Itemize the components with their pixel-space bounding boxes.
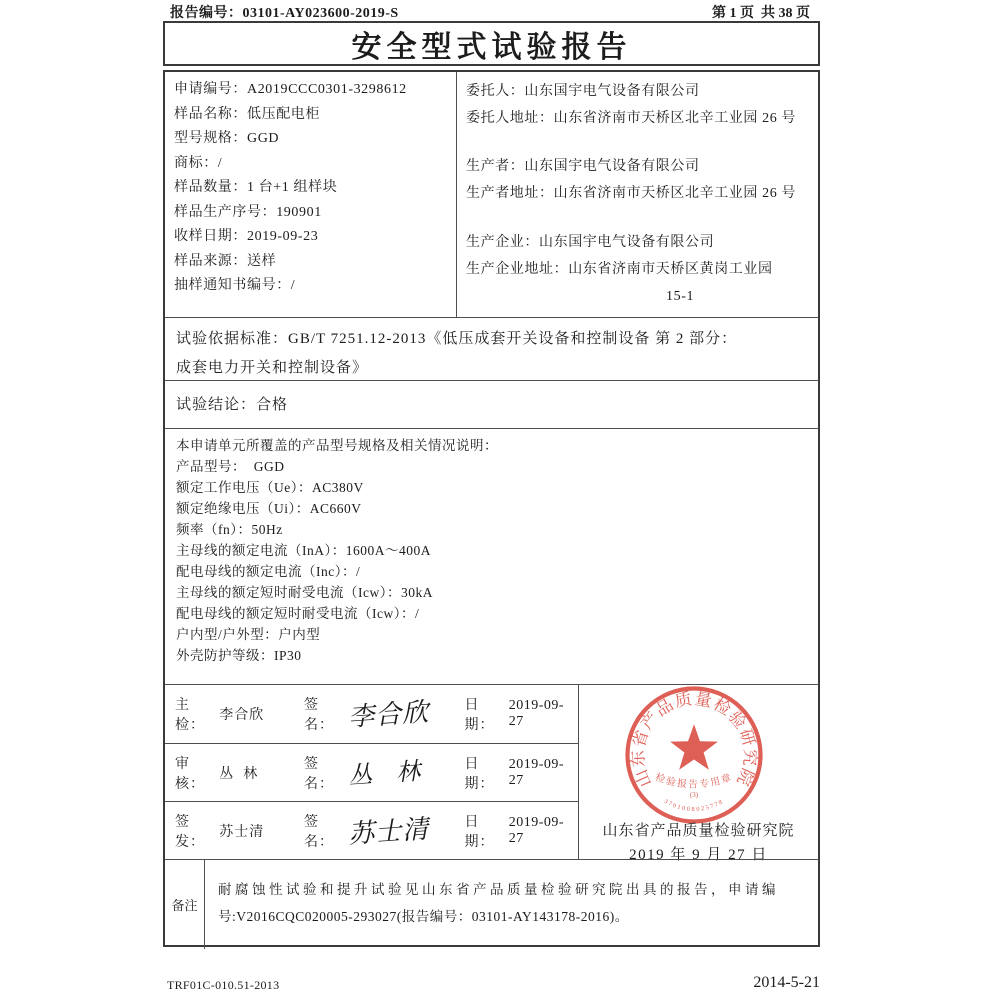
sign-label: 签名： <box>304 756 335 792</box>
chief-inspector-name: 李合欣 <box>219 708 265 723</box>
producer-group <box>466 153 812 207</box>
conclusion-row <box>165 380 818 428</box>
seal-inner-text: 检验报告专用章 <box>653 771 735 791</box>
sample-info-cell <box>165 72 457 317</box>
remark-row <box>165 859 818 949</box>
seal-code: (3) <box>689 791 699 799</box>
field-sample-qty: 样品数量：1 台+1 组样块 <box>174 180 338 195</box>
coverage-intro: 本申请单元所覆盖的产品型号规格及相关情况说明： <box>176 438 498 453</box>
date-label: 日期： <box>464 815 495 850</box>
date-label: 日期： <box>464 756 495 792</box>
field-receive-date: 收样日期：2019-09-23 <box>174 229 319 244</box>
official-seal-icon <box>624 685 764 825</box>
reviewer-date: 2019-09-27 <box>508 756 565 788</box>
chief-inspector-date: 2019-09-27 <box>508 698 565 729</box>
reviewer-signature: 丛 林 <box>347 758 431 791</box>
signature-row <box>165 684 818 863</box>
standard-line-2: 成套电力开关和控制设备》 <box>176 360 369 376</box>
remark-label: 备注 <box>165 860 205 949</box>
issuer-label: 签发： <box>175 815 205 850</box>
field-trademark: 商标：/ <box>174 155 223 171</box>
manufacturer-group <box>466 229 812 310</box>
report-table <box>163 70 820 947</box>
coverage-product-model: 产品型号： GGD <box>176 459 285 474</box>
coverage-rated-voltage: 额定工作电压（Ue）：AC380V <box>176 480 364 495</box>
client-info-cell <box>457 72 818 317</box>
stamp-cell <box>579 685 818 863</box>
field-serial-no: 样品生产序号：190901 <box>174 204 322 220</box>
field-model-spec: 型号规格：GGD <box>174 131 280 146</box>
field-client: 委托人：山东国宇电气设备有限公司 <box>466 84 700 99</box>
coverage-dist-busbar-icw: 配电母线的额定短时耐受电流（Icw）：/ <box>176 606 420 621</box>
sign-label: 签名： <box>304 698 335 733</box>
field-producer: 生产者：山东国宇电气设备有限公司 <box>466 159 700 174</box>
issuing-organization: 山东省产品质量检验研究院 <box>602 823 795 839</box>
coverage-row <box>165 428 818 684</box>
issuer-row <box>165 801 578 860</box>
coverage-busbar-icw: 主母线的额定短时耐受电流（Icw）：30kA <box>176 585 433 600</box>
coverage-ip-rating: 外壳防护等级：IP30 <box>176 648 302 663</box>
page-indicator: 第 1 页 共 38 页 <box>712 6 810 21</box>
seal-ring-text: 山东省产品质量检验研究院 <box>628 689 760 790</box>
client-group <box>466 78 812 132</box>
issuer-signature: 苏士清 <box>347 813 431 849</box>
report-number: 报告编号：03101-AY023600-2019-S <box>170 6 399 21</box>
issuer-name: 苏士清 <box>219 825 265 840</box>
seal-star <box>670 724 718 770</box>
info-row <box>165 72 818 317</box>
field-sample-source: 样品来源：送样 <box>174 253 277 269</box>
remark-line-1: 耐腐蚀性试验和提升试验见山东省产品质量检验研究院出具的报告，申请编 <box>218 882 779 897</box>
reviewer-label: 审核： <box>175 756 205 792</box>
field-sample-name: 样品名称：低压配电柜 <box>174 106 320 122</box>
field-manufacturer-address: 生产企业地址：山东省济南市天桥区黄岗工业园 <box>466 262 773 277</box>
field-sampling-notice: 抽样通知书编号：/ <box>174 278 296 293</box>
form-date: 2014-5-21 <box>753 974 820 991</box>
issuing-date: 2019 年 9 月 27 日 <box>629 847 768 863</box>
svg-text:检验报告专用章 <box>654 770 735 790</box>
date-label: 日期： <box>464 698 495 733</box>
page-title: 安全型式试验报告 <box>351 30 632 64</box>
coverage-busbar-current: 主母线的额定电流（InA）：1600A～400A <box>176 543 431 558</box>
issuer-date: 2019-09-27 <box>508 815 565 846</box>
coverage-frequency: 频率（fn）：50Hz <box>176 522 283 537</box>
remark-line-2: 号:V2016CQC020005-293027(报告编号：03101-AY143178-2016)。 <box>218 909 629 924</box>
standard-row <box>165 317 818 380</box>
field-application-no: 申请编号：A2019CCC0301-3298612 <box>174 82 407 97</box>
conclusion-text: 试验结论：合格 <box>176 397 289 413</box>
coverage-indoor-outdoor: 户内型/户外型：户内型 <box>176 627 321 642</box>
coverage-insulation-voltage: 额定绝缘电压（Ui）：AC660V <box>176 501 362 516</box>
chief-inspector-signature: 李合欣 <box>347 696 431 732</box>
sign-label: 签名： <box>304 815 335 850</box>
reviewer-name: 丛 林 <box>219 766 259 782</box>
chief-inspector-row <box>165 685 578 743</box>
field-manufacturer: 生产企业：山东国宇电气设备有限公司 <box>466 235 715 250</box>
form-code: TRF01C-010.51-2013 <box>167 978 280 992</box>
reviewer-row <box>165 743 578 801</box>
standard-line-1: 试验依据标准：GB/T 7251.12-2013《低压成套开关设备和控制设备 第 2 部分： <box>176 331 738 347</box>
seal-serial: 3701008025778 <box>662 797 726 813</box>
field-client-address: 委托人地址：山东省济南市天桥区北辛工业园 26 号 <box>466 111 796 126</box>
chief-inspector-label: 主检： <box>175 698 205 733</box>
coverage-dist-busbar-current: 配电母线的额定电流（Inc）：/ <box>176 564 361 579</box>
field-manufacturer-address-cont: 15-1 <box>666 289 695 304</box>
signature-table <box>165 685 579 859</box>
remark-content <box>205 860 818 949</box>
field-producer-address: 生产者地址：山东省济南市天桥区北辛工业园 26 号 <box>466 186 796 201</box>
svg-text:3701008025778 <box>663 798 726 813</box>
title-box <box>163 21 820 66</box>
